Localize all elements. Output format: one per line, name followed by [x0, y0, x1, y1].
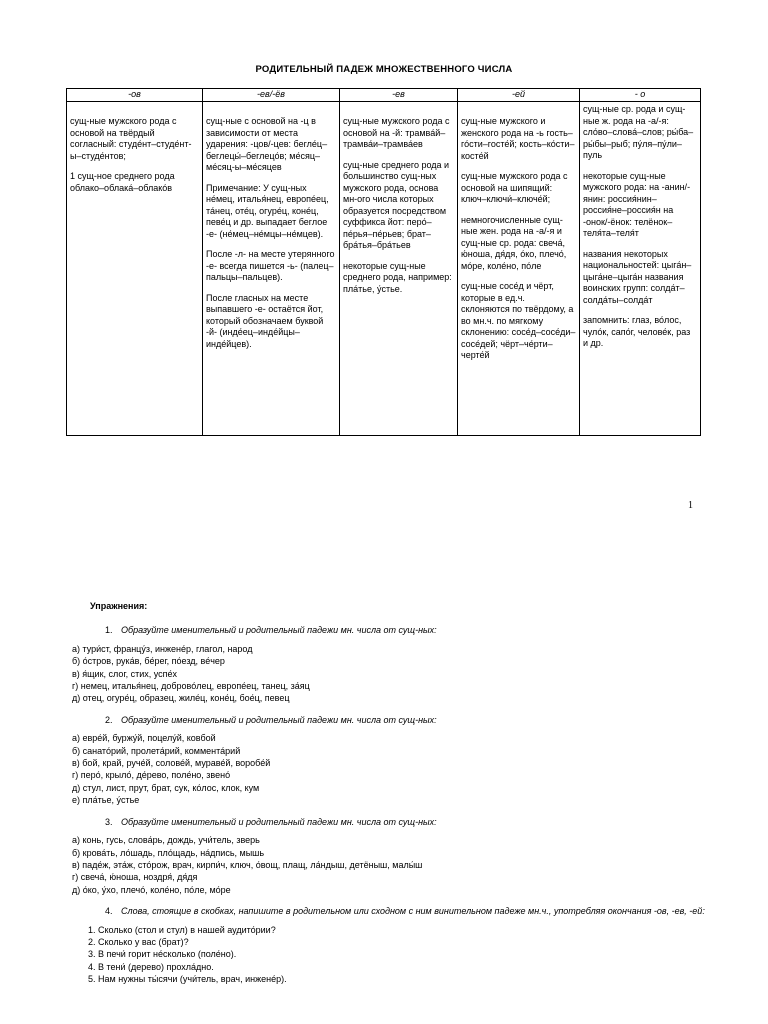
list-item: 3. В печи́ горит не́сколько (поле́но). [88, 949, 237, 960]
rule-text: названия некоторых национальностей: цыга́н–цыга́не–цыга́н названия воинских групп: солда́т–солда́ты–солда́т [583, 248, 692, 305]
page-number: 1 [688, 500, 693, 511]
list-item: а) евре́й, буржу́й, поцелу́й, ковбой [72, 733, 216, 744]
list-item: 4. В тени́ (дерево) прохла́дно. [88, 961, 214, 972]
rule-text: сущ-ные мужского рода с основой на твёрдый согласный: студе́нт–студе́нт-ы–студе́нтов; [70, 116, 192, 161]
task-instruction [105, 905, 712, 917]
rule-text: сущ-ные с основой на -ц в зависимости от места ударения: -цов/-цев: бегле́ц–беглецы́–беглецо́в; ме́сяц–ме́сяц-ы–ме́сяцев [206, 116, 328, 172]
task-text: Образуйте именительный и родительный падежи мн. числа от сущ-ных: [121, 816, 437, 827]
rule-text: некоторые сущ-ные среднего рода, например: пла́тье, у́стье. [343, 260, 452, 294]
rule-text: некоторые сущ-ные мужского рода: на -анин/-янин: россия́нин–россия́не–россия́н на -онок/-ёнок: телёнок–теля́та–теля́т [583, 170, 691, 238]
rule-text: 1 сущ-ное среднего рода облако–облака́–облако́в [70, 171, 175, 193]
exercises-section [72, 600, 712, 986]
column-ov-cell [67, 102, 203, 436]
list-item: б) санато́рий, пролета́рий, коммента́рий [72, 745, 241, 756]
list-item: в) я́щик, слог, стих, успе́х [72, 668, 177, 679]
task-text: Слова, стоящие в скобках, напишите в родительном или сходном с ним винительном падеже мн.ч., употребляя окончания -ов, -ев, -ей: [121, 906, 705, 917]
column-ev-cell [340, 102, 458, 436]
rule-text: После -л- на месте утерянного -е- всегда пишется -ь- (палец–пальцы–пальцев). [206, 249, 335, 282]
list-item: 1. Сколько (стол и стул) в нашей аудито́рии? [88, 924, 276, 935]
list-item: в) паде́ж, эта́ж, сто́рож, врач, кирпи́ч, ключ, о́вощ, плащ, ла́ндыш, детёныш, малы́ш [72, 859, 423, 870]
note-text: Примечание: У сущ-ных не́мец, италья́нец, европе́ец, та́нец, оте́ц, огуре́ц, коне́ц, певе́ц и др. выпадает беглое -е- (не́мец–не́мцы–не́мцев). [206, 182, 329, 239]
task-instruction [105, 624, 712, 636]
list-item: д) отец, огуре́ц, образец, жиле́ц, коне́ц, бое́ц, певец [72, 693, 290, 704]
task-text: Образуйте именительный и родительный падежи мн. числа от сущ-ных: [121, 625, 437, 636]
rule-text: сущ-ные среднего рода и большинство сущ-ных мужского рода, основа мн-ого числа которых образуется посредством суффикса йот: перо́–пе́рья–пе́рьев; брат–бра́тья–бра́тьев [343, 159, 450, 250]
list-item: а) тури́ст, францу́з, инжене́р, глагол, народ [72, 643, 253, 654]
task-instruction [105, 816, 712, 828]
column-header-ov: -ов [67, 89, 203, 102]
list-item: в) бой, край, руче́й, солове́й, мураве́й, воробе́й [72, 758, 271, 769]
list-item: а) конь, гусь, слова́рь, дождь, учи́тель, зверь [72, 835, 260, 846]
task-items [72, 834, 712, 896]
task-number: 3. [105, 816, 113, 827]
list-item: д) стул, лист, прут, брат, сук, ко́лос, клок, кум [72, 782, 260, 793]
page-title: РОДИТЕЛЬНЫЙ ПАДЕЖ МНОЖЕСТВЕННОГО ЧИСЛА [255, 64, 513, 75]
rule-text: После гласных на месте выпавшего -е- остаётся йот, который обозначаем буквой -й- (инде́ец–инде́йцы–инде́йцев). [206, 292, 324, 349]
list-item: 2. Сколько у вас (брат)? [88, 936, 189, 947]
list-item: г) свеча́, ю́ноша, ноздря́, дя́дя [72, 872, 198, 883]
rule-text: сущ-ные мужского и женского рода на -ь гость–го́сти–госте́й; кость–ко́сти–косте́й [461, 116, 575, 161]
endings-table [66, 88, 701, 436]
list-item: б) крова́ть, ло́шадь, пло́щадь, на́дпись, мышь [72, 847, 265, 858]
task-items [72, 732, 712, 806]
rule-text: сущ-ные мужского рода с основой на шипящий: ключ–ключи́–ключе́й; [461, 171, 568, 204]
column-header-zero: - о [580, 89, 701, 102]
task-number: 1. [105, 625, 113, 636]
rule-text: сущ-ные сосе́д и чёрт, которые в ед.ч. склоняются по твёрдому, а во мн.ч. по мягкому склонению: сосе́д–сосе́ди–сосе́дей; чёрт–че́рти–черте́й [461, 281, 576, 360]
column-zero-cell [580, 102, 701, 436]
column-header-ev-yov: -ев/-ёв [203, 89, 340, 102]
column-header-ey: -ей [458, 89, 580, 102]
column-header-ev: -ев [340, 89, 458, 102]
list-item: б) о́стров, рука́в, бе́рег, по́езд, ве́чер [72, 656, 225, 667]
column-ev-yov-cell [203, 102, 340, 436]
task-items [88, 924, 712, 986]
task-number: 2. [105, 714, 113, 725]
rule-text: немногочисленные сущ-ные жен. рода на -а/-я и сущ-ные ср. рода: свеча́, ю́ноша, дя́дя, о́ко, плечо́, мо́ре, коле́но, по́ле [461, 214, 567, 271]
list-item: г) немец, италья́нец, доброво́лец, европе́ец, танец, за́яц [72, 681, 310, 692]
task-number: 4. [105, 906, 113, 917]
task-items [72, 643, 712, 705]
task-text: Образуйте именительный и родительный падежи мн. числа от сущ-ных: [121, 714, 437, 725]
rule-text: сущ-ные мужского рода с основой на -й: трамва́й–трамва́и–трамва́ев [343, 116, 450, 149]
rule-text: сущ-ные ср. рода и сущ-ные ж. рода на -а/-я: сло́во–слова́–слов; ры́ба–ры́бы–рыб; пу́ля–пу́ли–пуль [583, 104, 694, 160]
list-item: е) пла́тье, у́стье [72, 795, 140, 806]
exercises-heading: Упражнения: [90, 601, 148, 611]
list-item: 5. Нам нужны ты́сячи (учи́тель, врач, инжене́р). [88, 974, 287, 985]
task-instruction [105, 714, 712, 726]
rule-text: запомнить: глаз, во́лос, чуло́к, сапо́г, челове́к, раз и др. [583, 315, 691, 348]
list-item: д) о́ко, у́хо, плечо́, коле́но, по́ле, мо́ре [72, 884, 231, 895]
column-ey-cell [458, 102, 580, 436]
list-item: г) перо́, крыло́, де́рево, поле́но, звено́ [72, 770, 231, 781]
